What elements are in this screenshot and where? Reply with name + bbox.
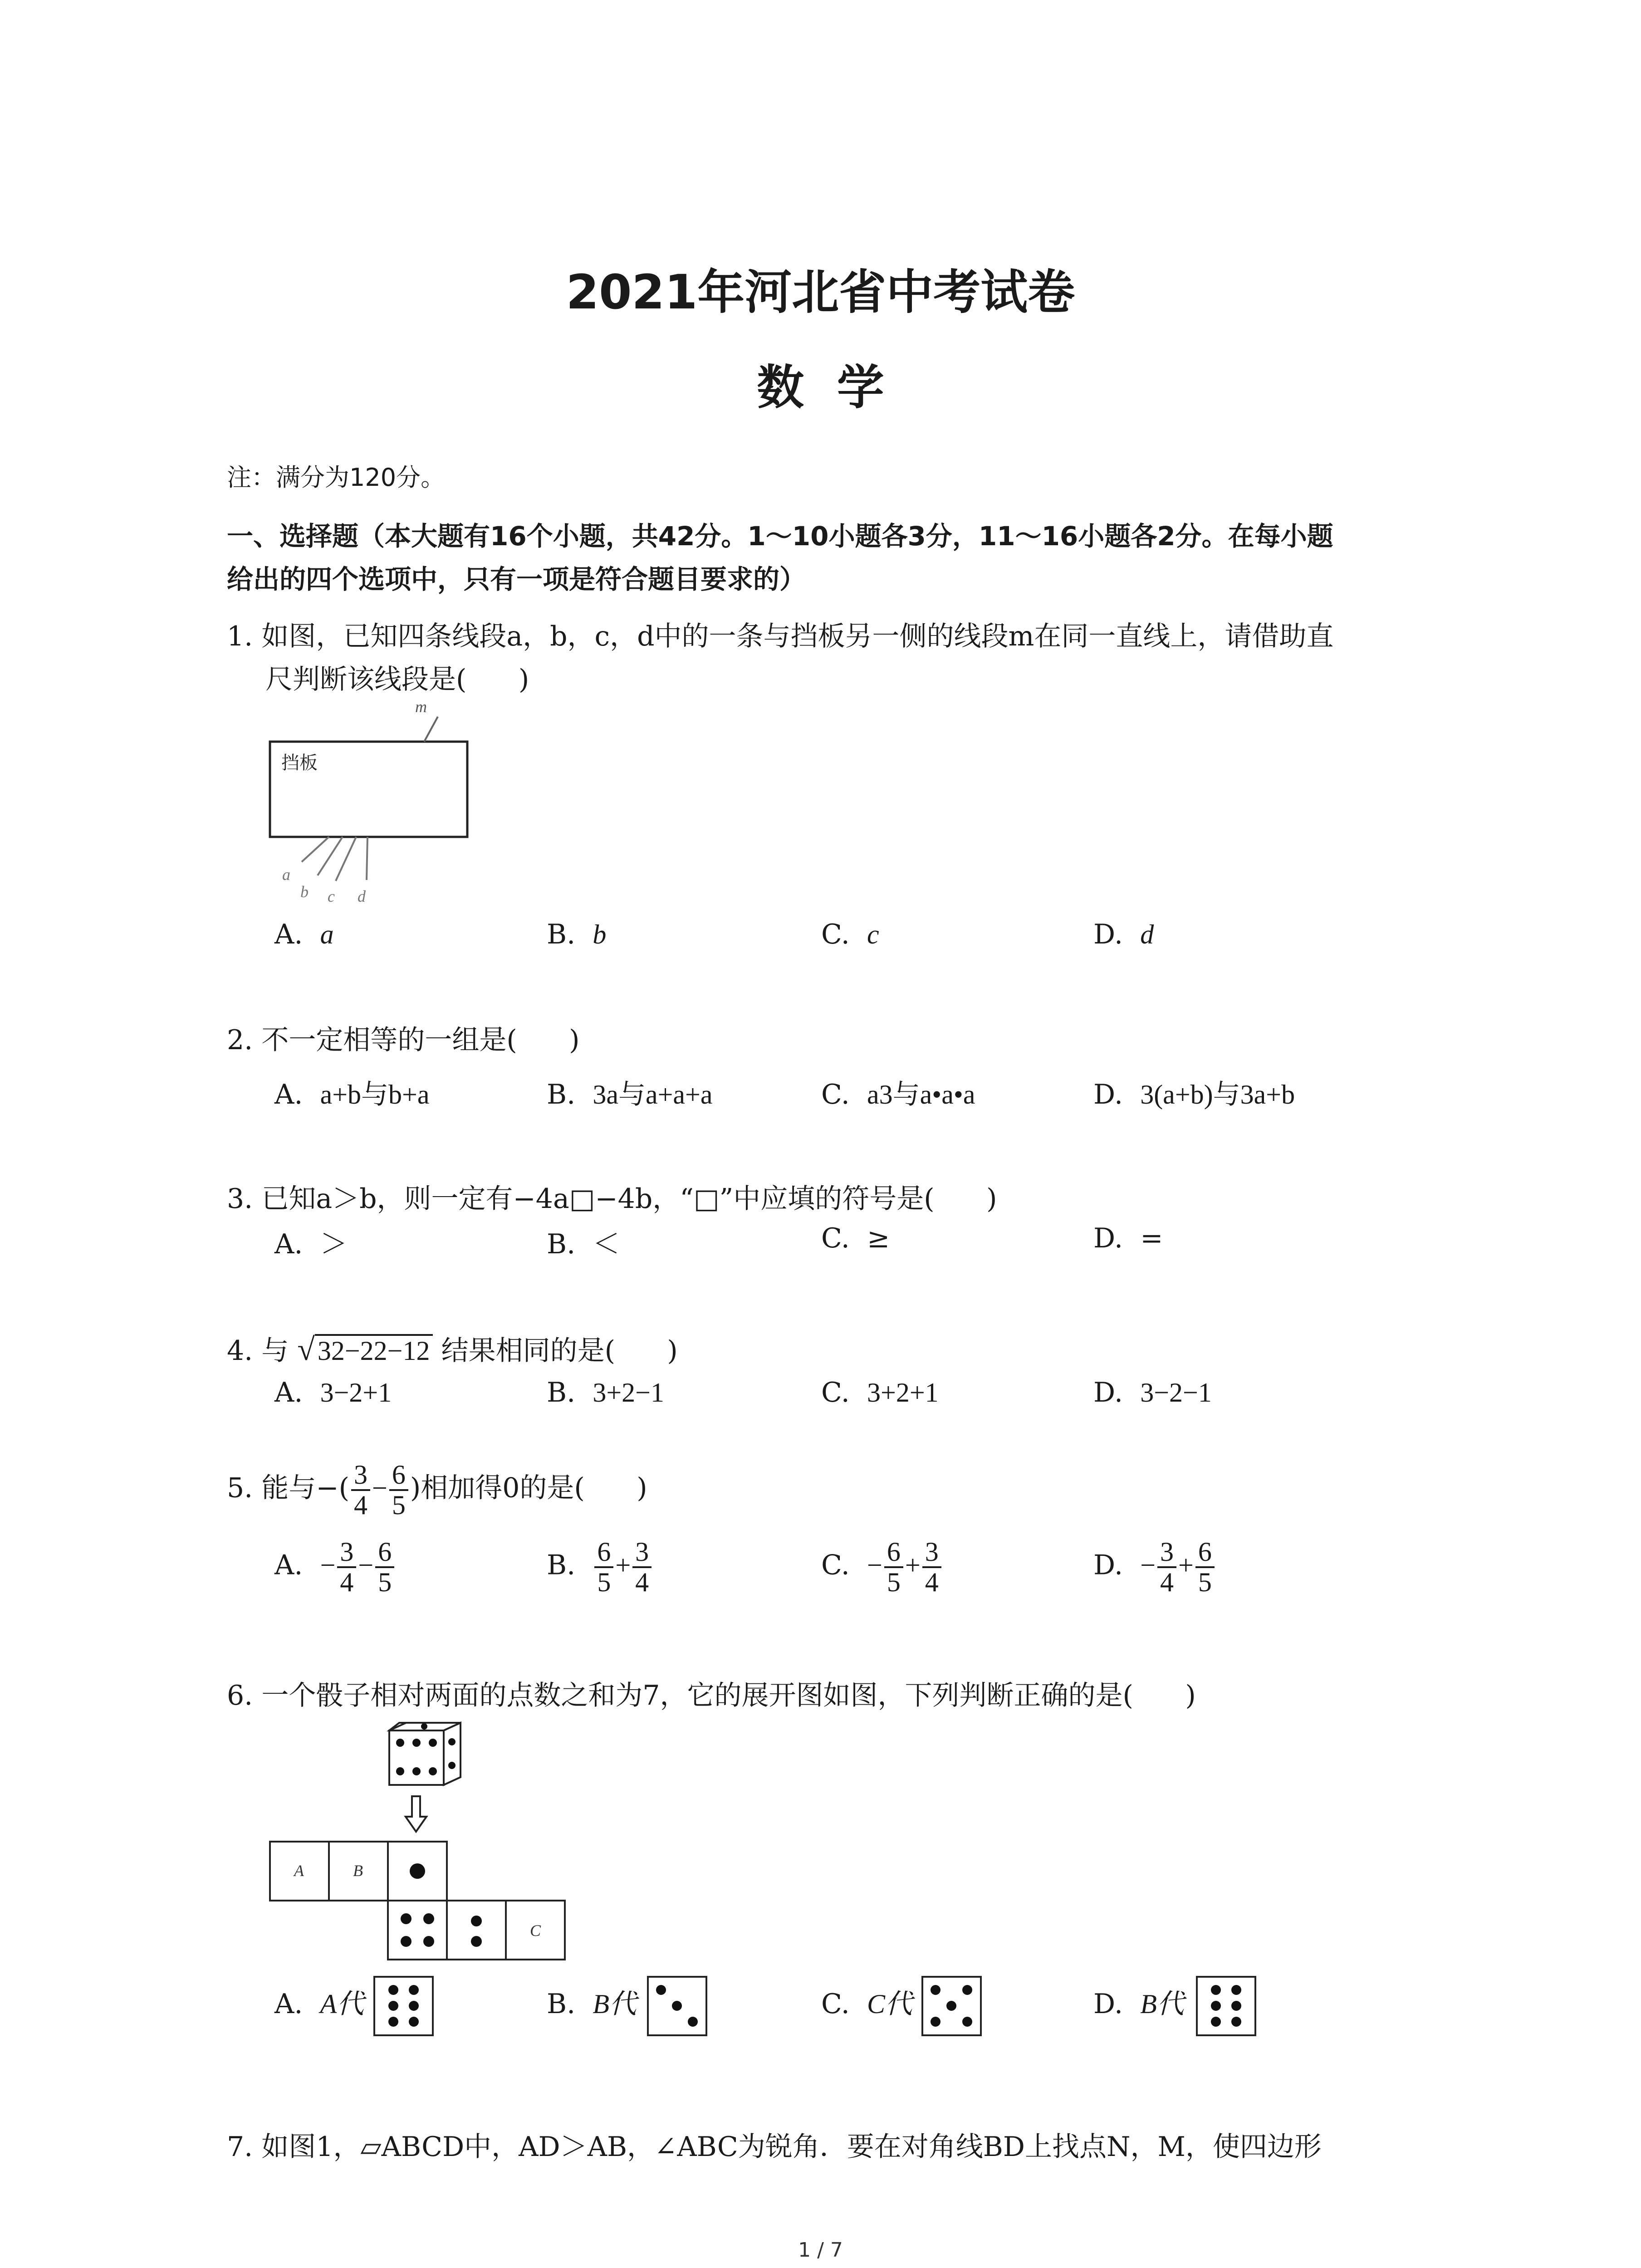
q3-option-d[interactable]: D. =: [1093, 1222, 1163, 1254]
q6-figure: [263, 1715, 581, 1969]
section-heading-line1: 一、选择题（本大题有16个小题，共42分。1～10小题各3分，11～16小题各2分。在每小题: [227, 521, 1333, 552]
cube-3d: [389, 1723, 460, 1785]
q6-option-a[interactable]: A. A代: [274, 1988, 364, 2020]
exam-title: 2021年河北省中考试卷: [566, 264, 1075, 320]
sqrt-sign: √: [297, 1332, 315, 1367]
q5-stem: 5. 能与−( $\frac{3}{4}$ − $\frac{6}{5}$ )相加得0的是( ): [227, 1460, 647, 1520]
q3-stem: 3. 已知a＞b，则一定有−4a□−4b，“□”中应填的符号是( ): [227, 1183, 997, 1215]
q1-option-c[interactable]: C. c: [821, 919, 879, 950]
score-note: 注：满分为120分。: [227, 463, 446, 492]
q6-option-c[interactable]: C. C代: [821, 1988, 913, 2020]
fraction: $\frac{3}{4}$: [337, 1538, 356, 1597]
q3-option-b[interactable]: B. ＜: [547, 1228, 620, 1260]
q4-stem-post: 结果相同的是( ): [441, 1335, 678, 1367]
q4-stem-pre: 4. 与: [227, 1335, 289, 1367]
fraction: $\frac{6}{5}$: [1195, 1538, 1215, 1597]
q1-option-d[interactable]: D. d: [1093, 919, 1154, 950]
fraction: $\frac{6}{5}$: [594, 1538, 613, 1597]
net-label-a: A: [294, 1862, 304, 1880]
fraction: $\frac{3}{4}$: [351, 1461, 370, 1520]
subject-title: 数 学: [757, 360, 884, 415]
segment-m: [424, 717, 438, 742]
q2-option-a[interactable]: A. a+b与b+a: [274, 1079, 430, 1110]
label-b: b: [300, 883, 309, 901]
q6-stem: 6. 一个骰子相对两面的点数之和为7，它的展开图如图，下列判断正确的是( ): [227, 1680, 1196, 1711]
fraction: $\frac{6}{5}$: [884, 1538, 903, 1597]
q1-stem-line2: 尺判断该线段是( ): [265, 664, 529, 695]
down-arrow-icon: [406, 1796, 426, 1832]
dice-net: [270, 1842, 565, 1960]
label-d: d: [358, 887, 366, 905]
label-m: m: [415, 698, 427, 716]
label-c: c: [328, 887, 335, 905]
q4-option-c[interactable]: C. 3+2+1: [821, 1377, 939, 1408]
section-heading-line2: 给出的四个选项中，只有一项是符合题目要求的）: [227, 564, 806, 595]
q3-option-a[interactable]: A. ＞: [274, 1228, 348, 1260]
fraction: $\frac{6}{5}$: [375, 1538, 394, 1597]
q4-option-d[interactable]: D. 3−2−1: [1093, 1377, 1212, 1408]
fraction: $\frac{3}{4}$: [922, 1538, 941, 1597]
q1-figure: [254, 694, 508, 921]
q4-option-a[interactable]: A. 3−2+1: [274, 1377, 392, 1408]
q1-option-a[interactable]: A. a: [274, 919, 334, 950]
q6-option-b-die: [647, 1975, 708, 2037]
q5-stem-pre: 5. 能与−(: [227, 1472, 349, 1504]
q5-stem-post: )相加得0的是( ): [410, 1472, 647, 1504]
fraction: $\frac{6}{5}$: [389, 1461, 408, 1520]
q4-option-b[interactable]: B. 3+2−1: [547, 1377, 665, 1408]
q6-option-a-die: [373, 1975, 434, 2037]
net-label-b: B: [353, 1862, 363, 1880]
q2-stem: 2. 不一定相等的一组是( ): [227, 1024, 580, 1056]
q6-option-c-die: [921, 1975, 982, 2037]
q2-option-d[interactable]: D. 3(a+b)与3a+b: [1093, 1079, 1295, 1110]
label-a: a: [282, 865, 290, 884]
q4-radicand: 32−22−12: [315, 1334, 433, 1366]
q2-option-b[interactable]: B. 3a与a+a+a: [547, 1079, 713, 1110]
q7-stem-line1: 7. 如图1，▱ABCD中，AD＞AB，∠ABC为锐角．要在对角线BD上找点N，M，使四边形: [227, 2131, 1322, 2163]
baffle-label: 挡板: [281, 753, 318, 773]
q6-option-d[interactable]: D. B代: [1093, 1988, 1184, 2020]
q5-option-a[interactable]: A. − $\frac{3}{4}$ − $\frac{6}{5}$: [274, 1538, 396, 1597]
q1-option-b[interactable]: B. b: [547, 919, 607, 950]
page-number: 1 / 7: [798, 2239, 843, 2262]
fraction: $\frac{3}{4}$: [1157, 1538, 1176, 1597]
q3-option-c[interactable]: C. ≥: [821, 1222, 890, 1254]
q6-option-d-die: [1195, 1975, 1257, 2037]
fraction: $\frac{3}{4}$: [632, 1538, 652, 1597]
q5-option-c[interactable]: C. − $\frac{6}{5}$ + $\frac{3}{4}$: [821, 1538, 943, 1597]
net-label-c: C: [530, 1921, 541, 1940]
q6-option-b[interactable]: B. B代: [547, 1988, 637, 2020]
q5-option-d[interactable]: D. − $\frac{3}{4}$ + $\frac{6}{5}$: [1093, 1538, 1216, 1597]
segment-a: [302, 837, 329, 862]
q2-option-c[interactable]: C. a3与a•a•a: [821, 1079, 975, 1110]
q4-stem: [227, 1329, 678, 1368]
q5-option-b[interactable]: B. $\frac{6}{5}$ + $\frac{3}{4}$: [547, 1538, 653, 1597]
q1-stem-line1: 1. 如图，已知四条线段a，b，c，d中的一条与挡板另一侧的线段m在同一直线上，请借助直: [227, 621, 1334, 652]
